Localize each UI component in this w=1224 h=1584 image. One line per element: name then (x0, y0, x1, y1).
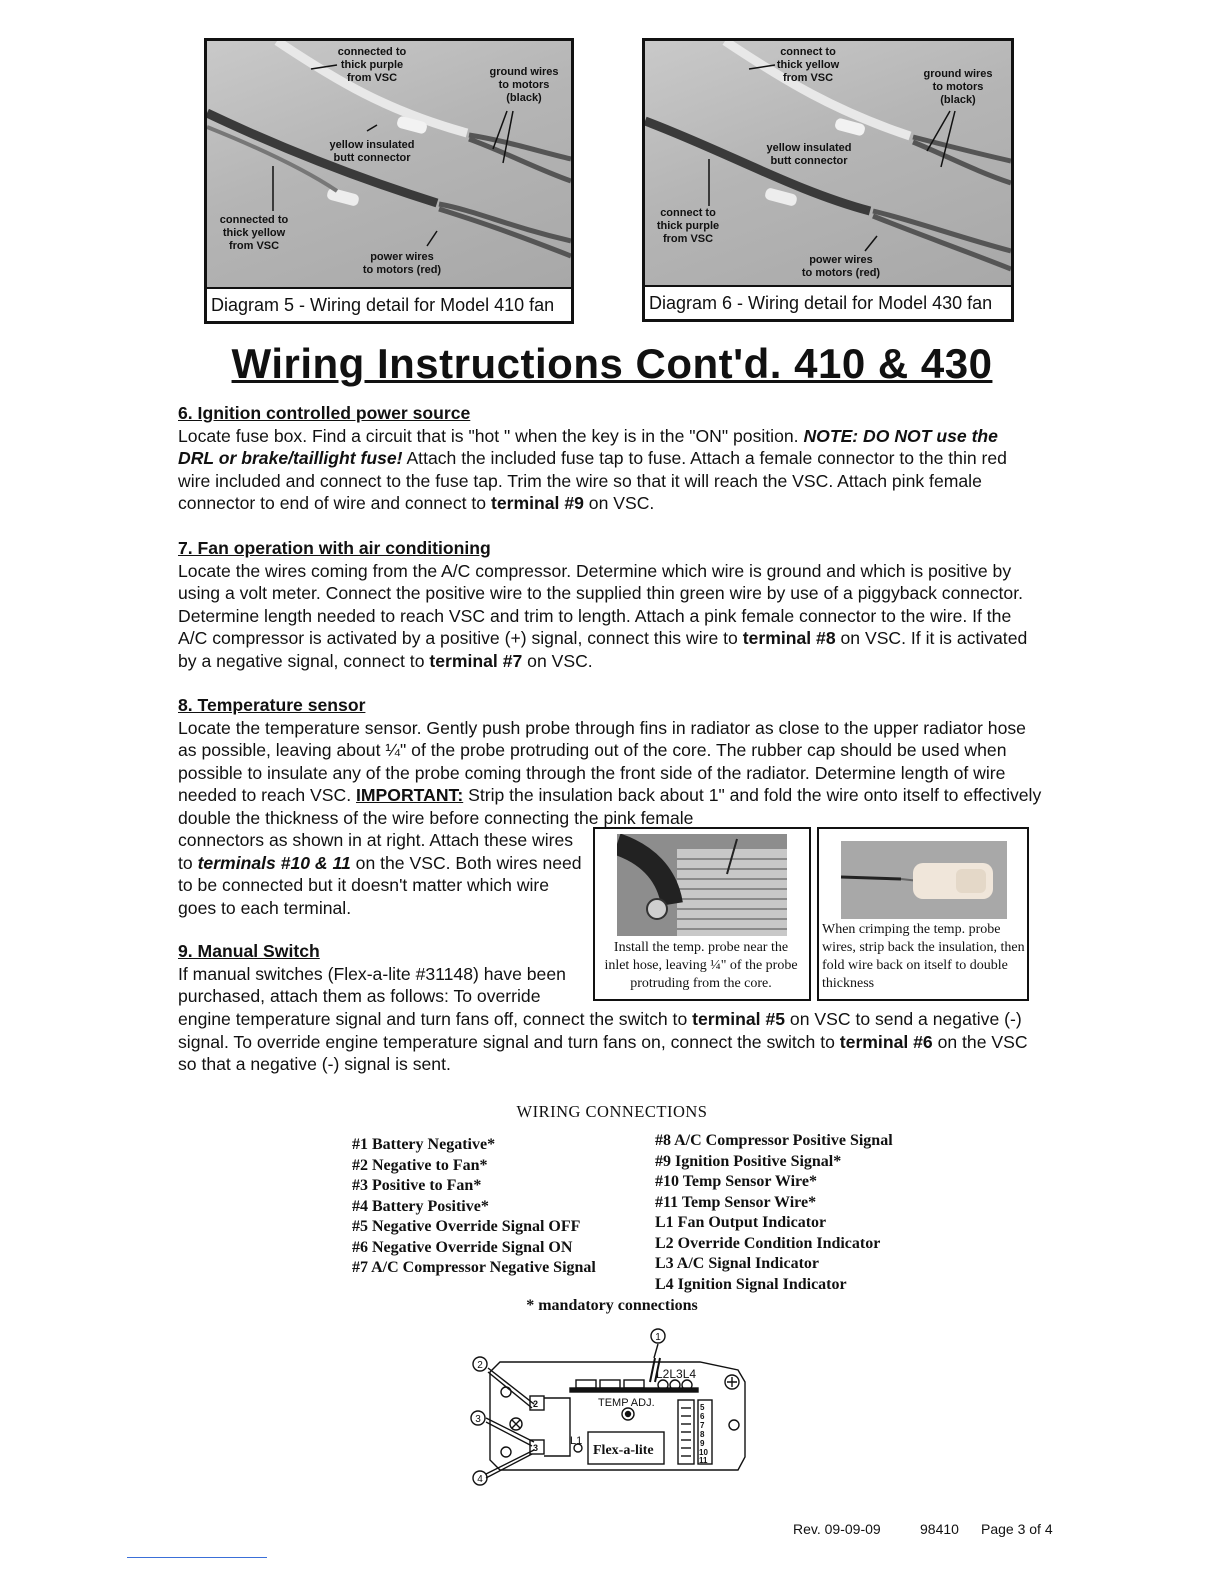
diagram-6-label-left: connect to thick purple from VSC (656, 207, 720, 245)
section-9-heading: 9. Manual Switch (178, 941, 320, 961)
section-9-body: If manual switches (Flex-a-lite #31148) have been purchased, attach them as follows: To override (178, 963, 566, 1006)
diagram-6-label-top: connect to thick yellow from VSC (776, 46, 840, 84)
section-ac (178, 537, 1038, 672)
wiring-item: #3 Positive to Fan* (352, 1177, 482, 1194)
wiring-connections-title: WIRING CONNECTIONS (516, 1102, 708, 1121)
wiring-item: #1 Battery Negative* (352, 1136, 496, 1153)
terminal-label: 8 (700, 1430, 705, 1439)
radiator-photo (617, 834, 787, 936)
footer-revision: Rev. 09-09-09 (793, 1521, 881, 1537)
terminal-label: 7 (700, 1421, 705, 1430)
callout-label: 1 (655, 1332, 661, 1343)
wiring-item: #7 A/C Compressor Negative Signal (352, 1259, 596, 1276)
wiring-item: #9 Ignition Positive Signal* (655, 1152, 842, 1170)
diagram-6-photo (645, 41, 1011, 287)
diagram-5-label-top: connected to thick purple from VSC (337, 46, 407, 84)
diagram-5-photo (207, 41, 571, 287)
terminal-label: 2 (533, 1399, 539, 1409)
diagram-5-caption: Diagram 5 - Wiring detail for Model 410 fan (207, 287, 571, 321)
wiring-item: L3 A/C Signal Indicator (655, 1255, 820, 1272)
diagram-6 (642, 38, 1014, 322)
section-temp-sensor (178, 694, 1044, 829)
section-8-body-2: connectors as shown in at right. Attach these wires to terminals #10 & 11 on the VSC. Both wires need to be connected but it doesn't matter which wire goes to each terminal. (178, 830, 582, 918)
wiring-item: #4 Battery Positive* (352, 1197, 489, 1215)
temp-adj-label: TEMP ADJ. (598, 1397, 655, 1409)
diagram-5-label-butt: yellow insulated butt connector (329, 139, 415, 164)
wiring-list-left (352, 1135, 596, 1279)
wiring-item: #2 Negative to Fan* (352, 1156, 488, 1174)
wiring-item: #6 Negative Override Signal ON (352, 1238, 573, 1256)
diagram-5-label-power: power wires to motors (red) (362, 251, 442, 276)
section-6-body: Locate fuse box. Find a circuit that is "hot " when the key is in the "ON" position. NOTE: DO NOT use the DRL or brake/taillight fuse! Attach the included fuse tap to fuse. Attach a female connector to the thin red wire included and connect to the fuse tap. Trim the wire so that it will reach the VSC. Attach pink female connector to end of wire and connect to terminal #9 on VSC. (178, 425, 1007, 513)
diagram-6-label-ground: ground wires to motors (black) (923, 68, 993, 106)
l1-label: L1 (570, 1435, 583, 1447)
terminal-label: 9 (700, 1439, 705, 1448)
section-ignition (178, 402, 1038, 515)
section-manual-switch (178, 940, 593, 1008)
section-9-body-2: engine temperature signal and turn fans off, connect the switch to terminal #5 on VSC to send a negative (-) signal. To override engine temperature signal and turn fans on, connect the switch to terminal #6 on the VSC so that a negative (-) signal is sent. (178, 1009, 1028, 1074)
diagram-5-label-ground: ground wires to motors (black) (489, 66, 559, 104)
diagram-6-label-power: power wires to motors (red) (801, 254, 881, 279)
terminal-label: 6 (700, 1412, 705, 1421)
flex-a-lite-logo: Flex-a-lite (593, 1443, 654, 1458)
wiring-item: #11 Temp Sensor Wire* (655, 1193, 817, 1211)
diagram-5 (204, 38, 574, 324)
section-8-continued (178, 829, 583, 919)
led-labels: L2L3L4 (656, 1367, 697, 1381)
section-8-body: Locate the temperature sensor. Gently push probe through fins in radiator as close to the upper radiator hose as possible, leaving about ¼" of the probe protruding out of the core. The rubber cap should be used when possible to insulate any of the probe coming through the front side of the radiator. Determine length of wire needed to reach VSC. IMPORTANT: Strip the insulation back about 1" and fold the wire onto itself to effectively double the thickness of the wire before connecting the pink female (178, 717, 1042, 828)
diagram-6-caption: Diagram 6 - Wiring detail for Model 430 fan (645, 285, 1011, 319)
section-8-heading: 8. Temperature sensor (178, 695, 366, 715)
crimp-photo (841, 841, 1007, 919)
vsc-board-diagram (460, 1322, 760, 1492)
wiring-item: #10 Temp Sensor Wire* (655, 1173, 817, 1190)
probe-photo-box (593, 827, 811, 1001)
section-7-heading: 7. Fan operation with air conditioning (178, 538, 491, 558)
terminal-label: 3 (533, 1443, 539, 1453)
wiring-item: L1 Fan Output Indicator (655, 1214, 827, 1231)
callout-label: 3 (475, 1414, 481, 1425)
diagram-5-label-left: connected to thick yellow from VSC (219, 214, 289, 252)
section-7-body: Locate the wires coming from the A/C compressor. Determine which wire is ground and which is positive by using a volt meter. Connect the positive wire to the supplied thin green wire by use of a piggyback connector. Determine length needed to reach VSC and trim to length. Attach a pink female connector to the wire. If the A/C compressor is activated by a positive (+) signal, connect this wire to terminal #8 on VSC. If it is activated by a negative signal, connect to terminal #7 on VSC. (178, 560, 1028, 671)
wiring-item: L2 Override Condition Indicator (655, 1234, 881, 1252)
footer-part-number: 98410 (920, 1521, 959, 1537)
callout-label: 4 (477, 1474, 483, 1485)
page-title: Wiring Instructions Cont'd. 410 & 430 (231, 340, 993, 387)
mandatory-note: * mandatory connections (526, 1297, 698, 1314)
wiring-item: #8 A/C Compressor Positive Signal (655, 1132, 893, 1149)
wiring-list-right (655, 1131, 893, 1295)
footer-line (127, 1557, 267, 1558)
section-6-heading: 6. Ignition controlled power source (178, 403, 471, 423)
crimp-photo-box (817, 827, 1029, 1001)
section-9-continued (178, 1008, 1044, 1076)
diagram-6-label-butt: yellow insulated butt connector (766, 142, 852, 167)
callout-label: 2 (477, 1360, 483, 1371)
crimp-photo-caption: When crimping the temp. probe wires, strip back the insulation, then fold wire back on itself to double thickness (822, 922, 1025, 991)
probe-photo-caption: Install the temp. probe near the inlet hose, leaving ¼" of the probe protruding from the core. (604, 940, 798, 991)
terminal-label: 10 (699, 1448, 708, 1457)
wiring-item: #5 Negative Override Signal OFF (352, 1218, 581, 1235)
footer-page-number: Page 3 of 4 (981, 1521, 1053, 1537)
wiring-item: L4 Ignition Signal Indicator (655, 1275, 847, 1293)
terminal-label: 11 (699, 1456, 708, 1465)
terminal-label: 5 (700, 1403, 705, 1412)
